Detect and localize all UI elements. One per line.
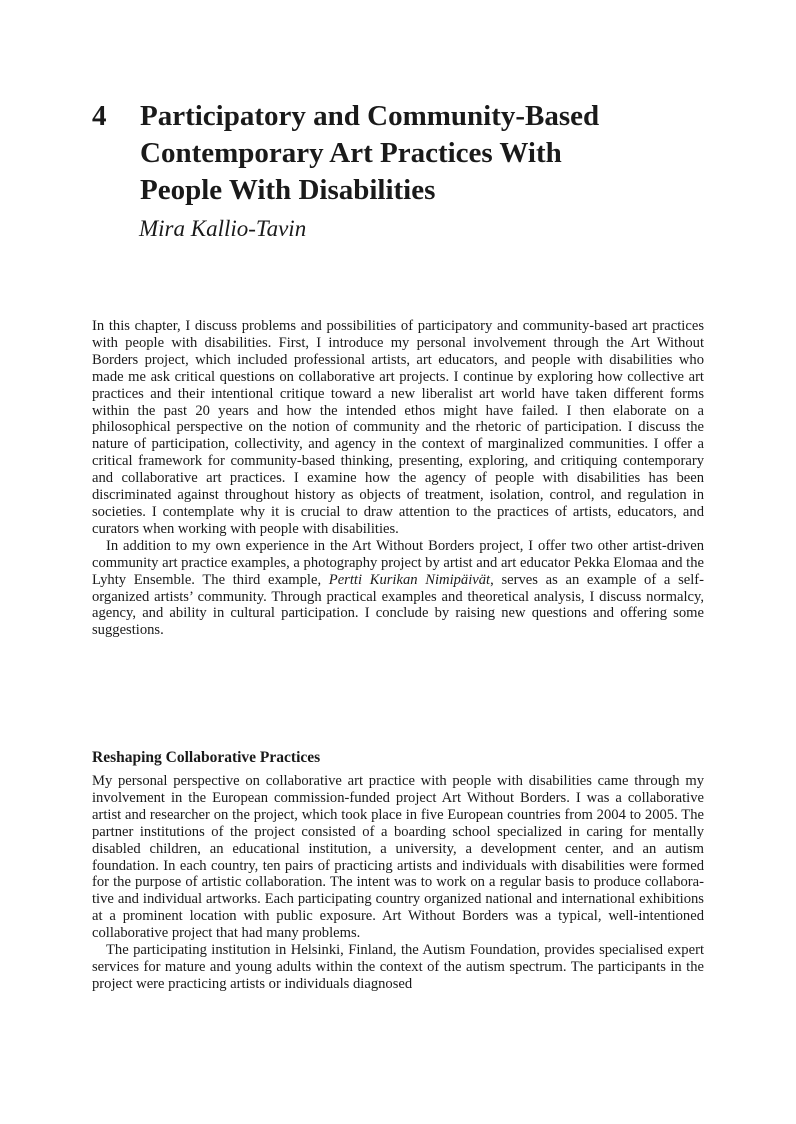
chapter-title-line-3: People With Disabilities xyxy=(140,174,436,206)
chapter-abstract xyxy=(92,318,704,639)
abstract-paragraph-2 xyxy=(92,538,704,639)
author-name: Mira Kallio-Tavin xyxy=(139,216,307,241)
chapter-title xyxy=(140,98,700,209)
abstract-paragraph-1: In this chapter, I discuss problems and possibilities of participatory and community-based art practices with people with disabilities. First, I introduce my personal involvement through the Art Without Borders project, which included professional artists, art educators, and people with disabilities who made me ask critical questions on collaborative art projects. I continue by exploring how collective art practices and their intentional critique toward a new liberalist art world have taken different forms within the past 20 years and how the intended ethos might have failed. I then elaborate on a philosophical perspective on the notion of community and the rhetoric of participation. I discuss the nature of participation, collectivity, and agency in the context of marginalized communities. I offer a critical framework for community-based thinking, presenting, exploring, and critiquing contemporary and collaborative art practices. I examine how the agency of people with disabilities has been discriminated against throughout history as objects of treatment, isolation, control, and regulation in societies. I contemplate why it is crucial to draw attention to the practices of artists, educators, and curators when working with people with disabilities. xyxy=(92,318,704,537)
chapter-title-line-2: Contemporary Art Practices With xyxy=(140,137,562,169)
abstract-paragraph-2-text-b: , serves as an example of a self-organized artists’ community. Through practical examples and theoretical analysis, I discuss normalcy, agency, and ability in cultural participation. I conclude by raising new questions and offering some suggestions. xyxy=(92,571,704,639)
abstract-paragraph-2-italic: Pertti Kurikan Nimipäivät xyxy=(328,571,491,588)
abstract-paragraph-2-text-a: In addition to my own experience in the Art Without Borders project, I offer two other artist-driven community art practice examples, a photography project by artist and art educator Pekka Elomaa and the Lyhty Ensemble. The third example, xyxy=(92,537,704,588)
section-paragraph-1: My personal perspective on collaborative art practice with people with disabilities came through my involvement in the European commission-funded project Art Without Borders. I was a collaborative artist and researcher on the project, which took place in five European countries from 2004 to 2005. The partner institutions of the project consisted of a boarding school specialized in caring for mentally disabled children, an educational institution, a university, a development center, and an autism foundation. In each country, ten pairs of practicing artists and individuals with disabilities were formed for the purpose of artistic collaboration. The intent was to work on a regular basis to produce collaborative and individual artworks. Each participating country organized national and international exhibitions at a prominent location with public exposure. Art Without Borders was a typical, well-intentioned collaborative project that had many problems. xyxy=(92,773,704,942)
section-body xyxy=(92,773,704,993)
chapter-number: 4 xyxy=(92,100,107,132)
chapter-title-line-1: Participatory and Community-Based xyxy=(140,100,600,132)
section-heading: Reshaping Collaborative Practices xyxy=(92,749,321,766)
section-paragraph-2: The participating institution in Helsinki, Finland, the Autism Foundation, provides specialised expert services for mature and young adults within the context of the autism spectrum. The participants in the project were practicing artists or individuals diagnosed xyxy=(92,942,704,992)
